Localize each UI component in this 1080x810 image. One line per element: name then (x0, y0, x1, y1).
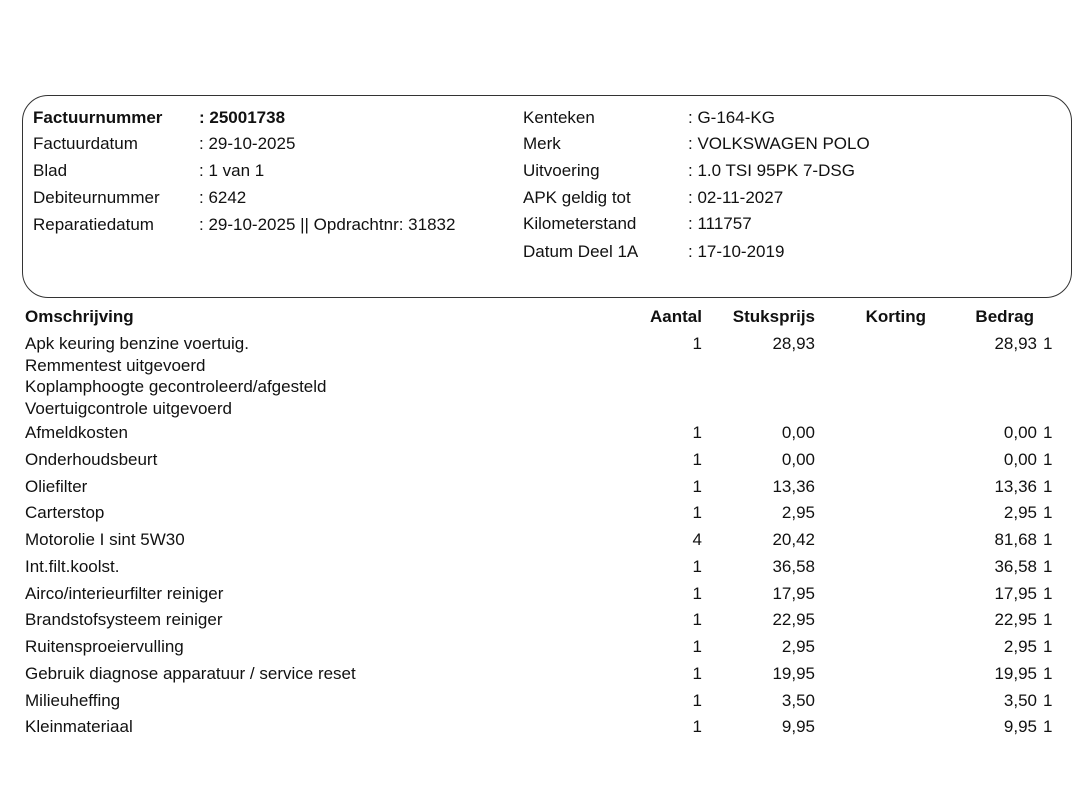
line-unit-price: 2,95 (781, 503, 815, 522)
line-vat-code: 1 (1043, 691, 1053, 710)
line-vat-code: 1 (1043, 584, 1053, 603)
line-amount: 2,95 (1003, 503, 1037, 522)
line-vat-code: 1 (1043, 637, 1053, 656)
line-amount: 0,00 (1003, 423, 1037, 442)
line-quantity: 1 (692, 717, 702, 736)
column-header-quantity: Aantal (650, 307, 702, 326)
license-plate-label: Kenteken (523, 108, 595, 127)
line-description: Airco/interieurfilter reiniger (25, 584, 224, 603)
apk-valid-until-value: : 02-11-2027 (688, 188, 784, 207)
line-vat-code: 1 (1043, 477, 1053, 496)
mileage-label: Kilometerstand (523, 214, 637, 233)
column-header-unit-price: Stuksprijs (732, 307, 815, 326)
line-vat-code: 1 (1043, 610, 1053, 629)
invoice-line (0, 555, 1080, 579)
line-description: Kleinmateriaal (25, 717, 133, 736)
line-unit-price: 0,00 (781, 450, 815, 469)
line-quantity: 1 (692, 450, 702, 469)
line-quantity: 1 (692, 610, 702, 629)
invoice-line (0, 332, 1080, 356)
line-unit-price: 28,93 (772, 334, 815, 353)
debtor-number-value: : 6242 (199, 188, 247, 207)
line-amount: 22,95 (994, 610, 1037, 629)
line-amount: 36,58 (994, 557, 1037, 576)
line-amount: 81,68 (994, 530, 1037, 549)
line-amount: 28,93 (994, 334, 1037, 353)
line-vat-code: 1 (1043, 423, 1053, 442)
invoice-line (0, 475, 1080, 499)
line-unit-price: 20,42 (772, 530, 815, 549)
line-quantity: 1 (692, 334, 702, 353)
line-note: Voertuigcontrole uitgevoerd (25, 399, 232, 418)
invoice-line (0, 689, 1080, 713)
invoice-line (0, 582, 1080, 606)
line-quantity: 1 (692, 637, 702, 656)
line-unit-price: 2,95 (781, 637, 815, 656)
line-description: Apk keuring benzine voertuig. (25, 334, 249, 353)
line-description: Milieuheffing (25, 691, 121, 710)
line-unit-price: 19,95 (772, 664, 815, 683)
line-quantity: 1 (692, 423, 702, 442)
line-note: Koplamphoogte gecontroleerd/afgesteld (25, 377, 327, 396)
invoice-line (0, 635, 1080, 659)
line-vat-code: 1 (1043, 557, 1053, 576)
mileage-value: : 111757 (688, 214, 752, 233)
line-vat-code: 1 (1043, 664, 1053, 683)
line-description: Motorolie I sint 5W30 (25, 530, 185, 549)
column-header-discount: Korting (865, 307, 926, 326)
line-unit-price: 36,58 (772, 557, 815, 576)
license-plate-value: : G-164-KG (688, 108, 775, 127)
line-unit-price: 0,00 (781, 423, 815, 442)
line-quantity: 1 (692, 664, 702, 683)
line-description: Gebruik diagnose apparatuur / service reset (25, 664, 356, 683)
registration-date-label: Datum Deel 1A (523, 242, 639, 261)
variant-label: Uitvoering (523, 161, 600, 180)
line-description: Afmeldkosten (25, 423, 128, 442)
line-description: Oliefilter (25, 477, 88, 496)
line-vat-code: 1 (1043, 503, 1053, 522)
line-note: Remmentest uitgevoerd (25, 356, 206, 375)
invoice-line (0, 662, 1080, 686)
apk-valid-until-label: APK geldig tot (523, 188, 631, 207)
line-unit-price: 17,95 (772, 584, 815, 603)
invoice-date-value: : 29-10-2025 (199, 134, 296, 153)
invoice-line (0, 608, 1080, 632)
invoice-line (0, 448, 1080, 472)
line-amount: 3,50 (1003, 691, 1037, 710)
brand-label: Merk (523, 134, 561, 153)
line-quantity: 1 (692, 477, 702, 496)
page-label: Blad (33, 161, 68, 180)
line-unit-price: 22,95 (772, 610, 815, 629)
repair-date-label: Reparatiedatum (33, 215, 154, 234)
line-vat-code: 1 (1043, 334, 1053, 353)
invoice-line (0, 528, 1080, 552)
line-description: Ruitensproeiervulling (25, 637, 184, 656)
line-description: Onderhoudsbeurt (25, 450, 158, 469)
line-quantity: 1 (692, 691, 702, 710)
line-amount: 19,95 (994, 664, 1037, 683)
invoice-number-value: : 25001738 (199, 108, 286, 127)
page-value: : 1 van 1 (199, 161, 265, 180)
line-quantity: 1 (692, 584, 702, 603)
registration-date-value: : 17-10-2019 (688, 242, 785, 261)
line-amount: 13,36 (994, 477, 1037, 496)
line-unit-price: 3,50 (781, 691, 815, 710)
line-quantity: 1 (692, 503, 702, 522)
line-unit-price: 13,36 (772, 477, 815, 496)
line-description: Carterstop (25, 503, 105, 522)
line-amount: 9,95 (1003, 717, 1037, 736)
line-unit-price: 9,95 (781, 717, 815, 736)
invoice-line (0, 421, 1080, 445)
brand-value: : VOLKSWAGEN POLO (688, 134, 870, 153)
line-quantity: 1 (692, 557, 702, 576)
line-amount: 17,95 (994, 584, 1037, 603)
invoice-date-label: Factuurdatum (33, 134, 138, 153)
repair-date-value: : 29-10-2025 || Opdrachtnr: 31832 (199, 215, 456, 234)
invoice-header-box (22, 95, 1072, 298)
column-header-description: Omschrijving (25, 307, 134, 326)
line-vat-code: 1 (1043, 717, 1053, 736)
invoice-number-label: Factuurnummer (33, 108, 163, 127)
debtor-number-label: Debiteurnummer (33, 188, 160, 207)
line-vat-code: 1 (1043, 450, 1053, 469)
line-description: Brandstofsysteem reiniger (25, 610, 223, 629)
invoice-line (0, 715, 1080, 739)
column-header-amount: Bedrag (975, 307, 1034, 326)
line-description: Int.filt.koolst. (25, 557, 120, 576)
line-amount: 0,00 (1003, 450, 1037, 469)
variant-value: : 1.0 TSI 95PK 7-DSG (688, 161, 855, 180)
line-amount: 2,95 (1003, 637, 1037, 656)
line-quantity: 4 (692, 530, 702, 549)
line-vat-code: 1 (1043, 530, 1053, 549)
invoice-line (0, 501, 1080, 525)
